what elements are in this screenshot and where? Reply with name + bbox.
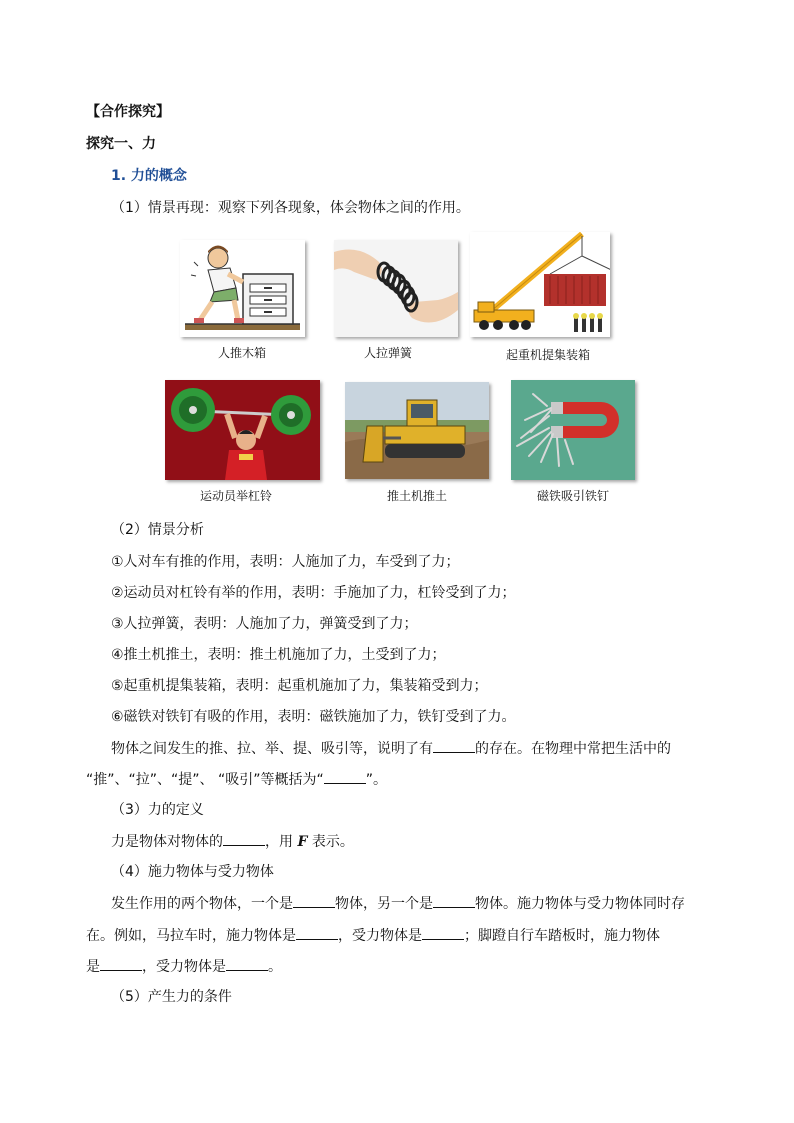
- objects-text: 物体。施力物体与受力物体同时存: [475, 896, 685, 912]
- bulldozer-pushing-soil-icon: [345, 382, 489, 479]
- summary-paragraph: [111, 739, 671, 758]
- answer-blank[interactable]: [223, 832, 265, 846]
- objects-text: 。: [268, 959, 282, 975]
- answer-blank[interactable]: [100, 957, 142, 971]
- image-caption: 起重机提集装箱: [505, 348, 590, 362]
- summary-text: 的存在。在物理中常把生活中的: [475, 741, 671, 757]
- analysis-heading: （2）情景分析: [111, 522, 204, 538]
- conditions-heading: （5）产生力的条件: [111, 989, 232, 1005]
- objects-text: 是: [86, 959, 100, 975]
- image-caption: 人拉弹簧: [363, 346, 412, 360]
- answer-blank[interactable]: [293, 894, 335, 908]
- analysis-item: ④推土机推土，表明：推土机施加了力，土受到了力；: [111, 647, 446, 663]
- objects-heading: （4）施力物体与受力物体: [111, 864, 274, 880]
- crane-lifting-container-icon: [470, 232, 610, 337]
- athlete-lifting-barbell-icon: [165, 380, 320, 480]
- image-caption: 人推木箱: [217, 346, 266, 360]
- force-symbol: F: [297, 834, 308, 850]
- objects-text: ，受力物体是: [142, 959, 226, 975]
- analysis-item: ①人对车有推的作用，表明：人施加了力，车受到了力；: [111, 554, 460, 570]
- section-title: 【合作探究】: [86, 104, 170, 120]
- summary-paragraph: [86, 770, 387, 789]
- definition-line: [111, 832, 354, 851]
- analysis-item: ⑥磁铁对铁钉有吸的作用，表明：磁铁施加了力，铁钉受到了力。: [111, 709, 516, 725]
- objects-line: [111, 894, 685, 913]
- definition-heading: （3）力的定义: [111, 802, 204, 818]
- analysis-item: ⑤起重机提集装箱，表明：起重机施加了力，集装箱受到力；: [111, 678, 488, 694]
- objects-text: 物体，另一个是: [335, 896, 433, 912]
- hand-pulling-spring-icon: [334, 240, 458, 337]
- image-caption: 运动员举杠铃: [199, 489, 272, 503]
- definition-text: ，用: [265, 834, 293, 850]
- answer-blank[interactable]: [422, 926, 464, 940]
- situation-heading: （1）情景再现：观察下列各现象，体会物体之间的作用。: [111, 200, 470, 216]
- objects-text: ，受力物体是: [338, 928, 422, 944]
- summary-text: 物体之间发生的推、拉、举、提、吸引等，说明了有: [111, 741, 433, 757]
- answer-blank[interactable]: [226, 957, 268, 971]
- definition-text: 力是物体对物体的: [111, 834, 223, 850]
- analysis-item: ③人拉弹簧，表明：人施加了力，弹簧受到了力；: [111, 616, 418, 632]
- definition-text: 表示。: [307, 834, 354, 850]
- answer-blank[interactable]: [324, 770, 366, 784]
- objects-text: ；脚蹬自行车踏板时，施力物体: [464, 928, 660, 944]
- answer-blank[interactable]: [433, 739, 475, 753]
- magnet-attracting-nails-icon: [511, 380, 635, 480]
- analysis-item: ②运动员对杠铃有举的作用，表明：手施加了力，杠铃受到了力；: [111, 585, 516, 601]
- answer-blank[interactable]: [433, 894, 475, 908]
- answer-blank[interactable]: [296, 926, 338, 940]
- topic-title: 探究一、力: [86, 136, 156, 152]
- image-caption: 磁铁吸引铁钉: [536, 489, 609, 503]
- objects-text: 在。例如，马拉车时，施力物体是: [86, 928, 296, 944]
- objects-line: [86, 926, 660, 945]
- subtopic-title: 1. 力的概念: [111, 168, 187, 184]
- objects-line: [86, 957, 282, 976]
- objects-text: 发生作用的两个物体，一个是: [111, 896, 293, 912]
- person-pushing-box-icon: [180, 240, 305, 337]
- image-caption: 推土机推土: [386, 489, 447, 503]
- summary-text: “推”、“拉”、“提”、 “吸引”等概括为“: [86, 772, 324, 788]
- summary-text: ”。: [365, 772, 387, 788]
